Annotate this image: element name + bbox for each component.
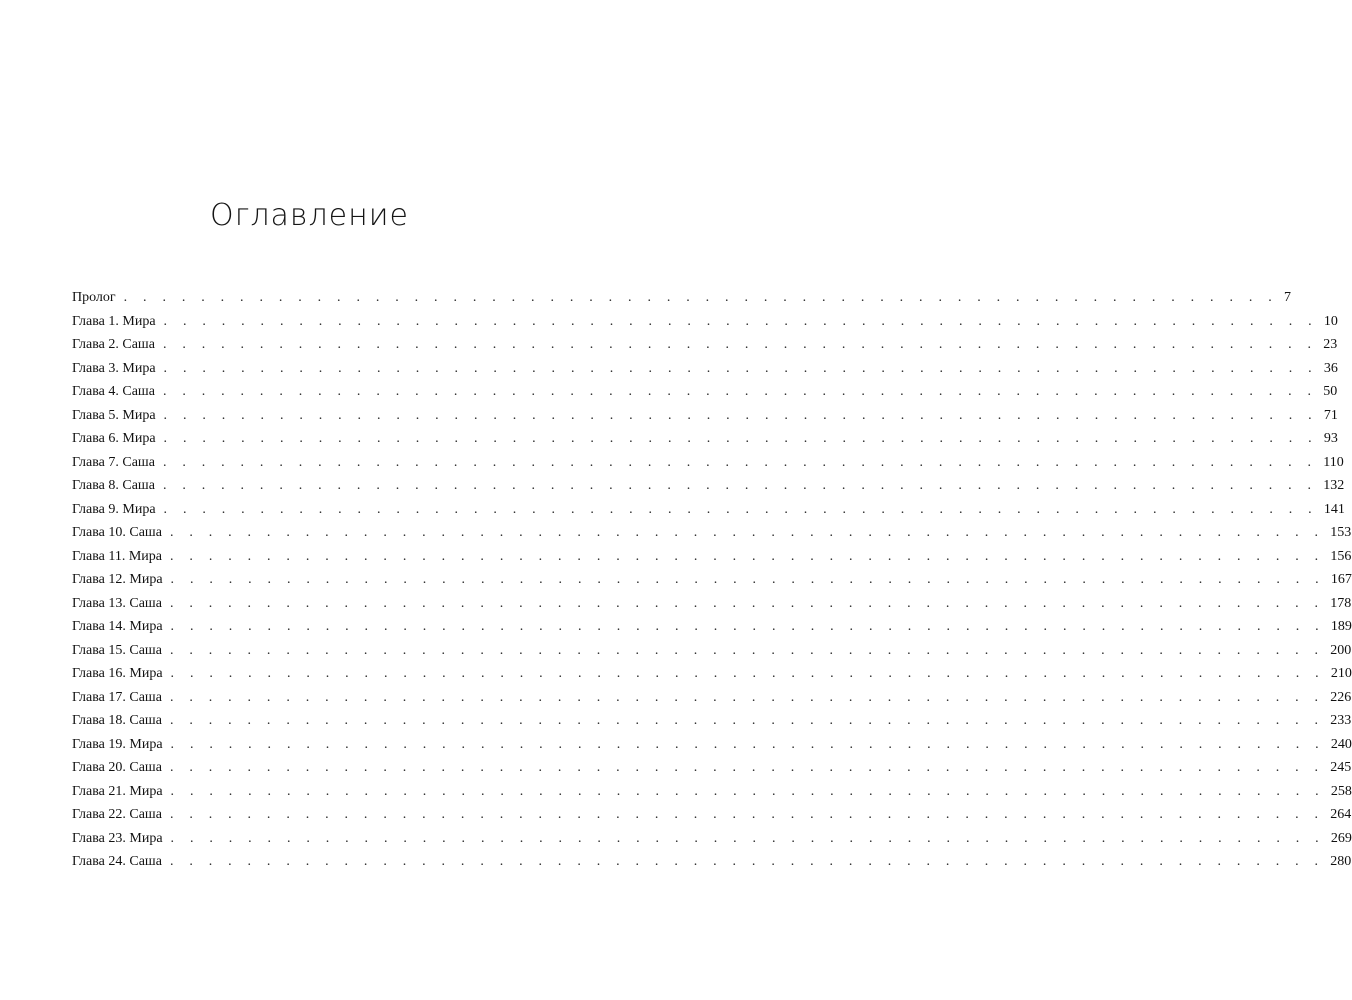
toc-entry [72,733,1352,757]
toc-entry-label: Глава 11. Мира [72,548,163,564]
toc-entry [72,357,1338,381]
toc-dot-leader: . . . . . . . . . . . . . . . . . . . . . . . . . . . . . . . . . . . . . . . . . . . . . . . . . . . . . . . . . . . . [163,431,1318,446]
toc-entry [72,827,1352,851]
toc-entry-page-number: 141 [1323,501,1345,517]
toc-entry-label: Глава 8. Саша [72,478,155,493]
toc-dot-leader: . . . . . . . . . . . . . . . . . . . . . . . . . . . . . . . . . . . . . . . . . . . . . . . . . . . . . . . . . . . . [169,689,1325,705]
toc-entry-page-number: 50 [1323,384,1338,399]
toc-entry [72,568,1352,592]
toc-dot-leader: . . . . . . . . . . . . . . . . . . . . . . . . . . . . . . . . . . . . . . . . . . . . . . . . . . . . . . . . . . . . [170,572,1325,587]
toc-entry [72,709,1352,733]
toc-entry-label: Глава 21. Мира [72,783,163,799]
toc-dot-leader: . . . . . . . . . . . . . . . . . . . . . . . . . . . . . . . . . . . . . . . . . . . . . . . . . . . . . . . . . . . . [169,760,1325,775]
toc-entry [72,850,1352,874]
toc-entry-page-number: 36 [1323,360,1338,376]
toc-entry [72,404,1338,428]
toc-entry-page-number: 233 [1330,713,1352,728]
toc-entry [72,803,1352,827]
toc-dot-leader: . . . . . . . . . . . . . . . . . . . . . . . . . . . . . . . . . . . . . . . . . . . . . . . . . . . . . . . . . . . . [170,619,1325,634]
toc-entry-page-number: 23 [1323,337,1338,352]
toc-dot-leader: . . . . . . . . . . . . . . . . . . . . . . . . . . . . . . . . . . . . . . . . . . . . . . . . . . . . . . . . . . . . [163,407,1318,423]
toc-dot-leader: . . . . . . . . . . . . . . . . . . . . . . . . . . . . . . . . . . . . . . . . . . . . . . . . . . . . . . . . . . . . [162,337,1318,352]
toc-entry [72,474,1345,498]
toc-entry-label: Глава 20. Саша [72,760,162,775]
toc-entry-page-number: 10 [1323,313,1338,329]
toc-entry-label: Глава 23. Мира [72,830,163,846]
toc-entry-page-number: 269 [1330,830,1352,846]
toc-dot-leader: . . . . . . . . . . . . . . . . . . . . . . . . . . . . . . . . . . . . . . . . . . . . . . . . . . . . . . . . . . . . [162,384,1318,399]
toc-dot-leader: . . . . . . . . . . . . . . . . . . . . . . . . . . . . . . . . . . . . . . . . . . . . . . . . . . . . . . . . . . . . [169,713,1325,728]
toc-entry-label: Глава 17. Саша [72,689,162,705]
toc-entry [72,592,1352,616]
toc-entry [72,333,1338,357]
toc-entry [72,662,1352,686]
toc-dot-leader: . . . . . . . . . . . . . . . . . . . . . . . . . . . . . . . . . . . . . . . . . . . . . . . . . . . . . . . . . . . . [163,313,1318,329]
toc-entry-page-number: 178 [1330,595,1352,611]
toc-entry-label: Глава 7. Саша [72,454,155,470]
toc-entry [72,780,1352,804]
toc-entry [72,427,1338,451]
toc-entry-page-number: 240 [1330,736,1352,752]
toc-dot-leader: . . . . . . . . . . . . . . . . . . . . . . . . . . . . . . . . . . . . . . . . . . . . . . . . . . . . . . . . . . . . [169,854,1325,869]
toc-dot-leader: . . . . . . . . . . . . . . . . . . . . . . . . . . . . . . . . . . . . . . . . . . . . . . . . . . . . . . . . . . . . [169,642,1325,658]
toc-entry [72,545,1352,569]
toc-entry-label: Глава 24. Саша [72,854,162,869]
toc-entry-label: Глава 12. Мира [72,572,163,587]
toc-entry-label: Пролог [72,290,116,305]
toc-entry-page-number: 226 [1330,689,1352,705]
toc-entry-label: Глава 22. Саша [72,807,162,822]
toc-entry-label: Глава 6. Мира [72,431,156,446]
toc-entry [72,615,1352,639]
toc-entry-page-number: 153 [1330,525,1352,540]
toc-dot-leader: . . . . . . . . . . . . . . . . . . . . . . . . . . . . . . . . . . . . . . . . . . . . . . . . . . . . . . . . . . . . [169,807,1325,822]
toc-dot-leader: . . . . . . . . . . . . . . . . . . . . . . . . . . . . . . . . . . . . . . . . . . . . . . . . . . . . . . . . . . . . [170,666,1325,681]
toc-entry-page-number: 71 [1323,407,1338,423]
toc-entry-page-number: 110 [1323,454,1344,470]
toc-dot-leader: . . . . . . . . . . . . . . . . . . . . . . . . . . . . . . . . . . . . . . . . . . . . . . . . . . . . . . . . . . . . [170,736,1325,752]
toc-entry-label: Глава 5. Мира [72,407,156,423]
toc-entry-page-number: 264 [1330,807,1352,822]
toc-entry-label: Глава 9. Мира [72,501,156,517]
toc-entry-label: Глава 14. Мира [72,619,163,634]
toc-entry [72,310,1338,334]
toc-entry-label: Глава 2. Саша [72,337,155,352]
toc-entry-page-number: 189 [1330,619,1352,634]
toc-dot-leader: . . . . . . . . . . . . . . . . . . . . . . . . . . . . . . . . . . . . . . . . . . . . . . . . . . . . . . . . . . . . [123,290,1278,305]
toc-entry-label: Глава 19. Мира [72,736,163,752]
toc-entry-page-number: 132 [1323,478,1345,493]
toc-entry [72,521,1352,545]
toc-entry-label: Глава 13. Саша [72,595,162,611]
toc-entry [72,498,1345,522]
page-title: Оглавление [210,198,409,233]
toc-entry-label: Глава 16. Мира [72,666,163,681]
toc-dot-leader: . . . . . . . . . . . . . . . . . . . . . . . . . . . . . . . . . . . . . . . . . . . . . . . . . . . . . . . . . . . . [170,548,1325,564]
toc-dot-leader: . . . . . . . . . . . . . . . . . . . . . . . . . . . . . . . . . . . . . . . . . . . . . . . . . . . . . . . . . . . . [169,525,1325,540]
toc-entry-label: Глава 3. Мира [72,360,156,376]
toc-entry [72,451,1344,475]
toc-entry [72,639,1352,663]
toc-entry-page-number: 167 [1330,572,1352,587]
toc-entry-page-number: 93 [1323,431,1338,446]
toc-entry [72,380,1338,404]
toc-entry [72,756,1352,780]
toc-dot-leader: . . . . . . . . . . . . . . . . . . . . . . . . . . . . . . . . . . . . . . . . . . . . . . . . . . . . . . . . . . . . [163,501,1318,517]
toc-entry-page-number: 280 [1330,854,1352,869]
toc-entry-label: Глава 18. Саша [72,713,162,728]
toc-entry-label: Глава 1. Мира [72,313,156,329]
toc-entry [72,686,1352,710]
toc-entry-page-number: 200 [1330,642,1352,658]
toc-entry-label: Глава 4. Саша [72,384,155,399]
toc-dot-leader: . . . . . . . . . . . . . . . . . . . . . . . . . . . . . . . . . . . . . . . . . . . . . . . . . . . . . . . . . . . . [170,783,1325,799]
toc-entry-label: Глава 10. Саша [72,525,162,540]
table-of-contents [72,286,1352,874]
toc-entry [72,286,1291,310]
toc-dot-leader: . . . . . . . . . . . . . . . . . . . . . . . . . . . . . . . . . . . . . . . . . . . . . . . . . . . . . . . . . . . . [163,360,1318,376]
toc-entry-page-number: 245 [1330,760,1352,775]
toc-entry-page-number: 7 [1283,290,1291,305]
toc-dot-leader: . . . . . . . . . . . . . . . . . . . . . . . . . . . . . . . . . . . . . . . . . . . . . . . . . . . . . . . . . . . . [162,478,1318,493]
toc-entry-page-number: 258 [1330,783,1352,799]
toc-entry-label: Глава 15. Саша [72,642,162,658]
toc-entry-page-number: 210 [1330,666,1352,681]
toc-dot-leader: . . . . . . . . . . . . . . . . . . . . . . . . . . . . . . . . . . . . . . . . . . . . . . . . . . . . . . . . . . . . [169,595,1325,611]
toc-dot-leader: . . . . . . . . . . . . . . . . . . . . . . . . . . . . . . . . . . . . . . . . . . . . . . . . . . . . . . . . . . . . [170,830,1325,846]
toc-entry-page-number: 156 [1330,548,1352,564]
toc-dot-leader: . . . . . . . . . . . . . . . . . . . . . . . . . . . . . . . . . . . . . . . . . . . . . . . . . . . . . . . . . . . . [162,454,1318,470]
